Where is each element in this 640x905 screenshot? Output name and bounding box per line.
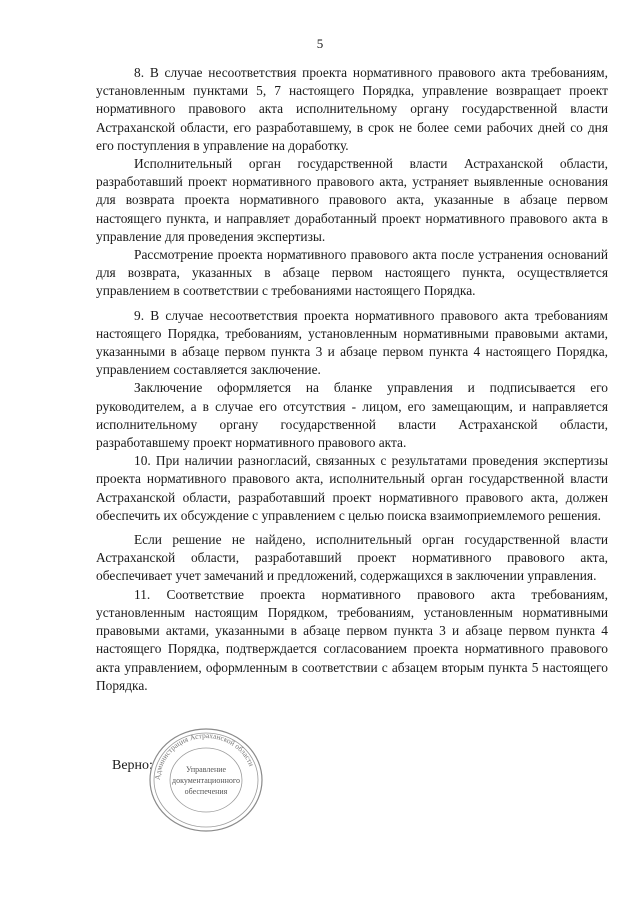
paragraph-8-3: Рассмотрение проекта нормативного правового акта после устранения оснований для возврата, указанных в абзаце первом настоящего пункта, осуществляется управлением в соответствии с требованиями настоящего Порядка.: [96, 247, 608, 299]
paragraph-9-2: Заключение оформляется на бланке управления и подписывается его руководителем, а в случае его отсутствия - лицом, его замещающим, и направляется исполнительному органу государственной власти Астраханской области, разработавшему проект нормативного правового акта.: [96, 380, 608, 451]
paragraph-10: 10. При наличии разногласий, связанных с результатами проведения экспертизы проекта нормативного правового акта, исполнительный орган государственной власти Астраханской области, разработавший проект нормативного правового акта, должен обеспечить их обсуждение с управлением с целью поиска взаимоприемлемого решения.: [96, 453, 608, 523]
paragraph-8: 8. В случае несоответствия проекта нормативного правового акта требованиям, установленным пунктами 5, 7 настоящего Порядка, управление возвращает проект нормативного правового акта исполнительному органу государственной власти Астраханской области, его разработавшему, в срок не более семи рабочих дней со дня его поступления в управление на доработку.: [96, 65, 608, 153]
paragraph-8-2: Исполнительный орган государственной власти Астраханской области, разработавший проект нормативного правового акта, устраняет выявленные основания для возврата проекта нормативного правового акта, указанные в абзаце первом настоящего пункта, и направляет доработанный проект нормативного правового акта в управление для проведения экспертизы.: [96, 156, 608, 244]
paragraph-9: 9. В случае несоответствия проекта нормативного правового акта требованиям настоящего Порядка, требованиям, установленным нормативными правовыми актами, указанными в абзаце первом пункта 3 и абзаце первом пункта 4 настоящего Порядка, управлением составляется заключение.: [96, 307, 608, 378]
paragraph-11: 11. Соответствие проекта нормативного правового акта требованиям, установленным настоящим Порядком, требованиям, установленным нормативными правовыми актами, указанными в абзаце первом пункта 3 и абзаце первом пункта 4 настоящего Порядка, подтверждается согласованием проекта нормативного правового акта управлением, оформленным в соответствии с абзацем вторым пункта 5 настоящего Порядка.: [96, 586, 608, 693]
seal-center-text: [146, 726, 266, 834]
paragraph-10-2: Если решение не найдено, исполнительный орган государственной власти Астраханской области, разработавший проект нормативного правового акта, обеспечивает учет замечаний и предложений, содержащихся в заключении управления.: [96, 532, 608, 584]
seal-ring-text: Администрация Астраханской области: [152, 730, 257, 781]
seal-line-2: документационного: [172, 775, 240, 785]
seal-line-3: обеспечения: [184, 786, 228, 796]
seal-line-1: Управление: [185, 764, 227, 774]
document-body: [96, 64, 608, 695]
page-number: 5: [316, 36, 324, 51]
verno-label: Верно:: [112, 758, 153, 773]
certification-block: [112, 726, 272, 836]
